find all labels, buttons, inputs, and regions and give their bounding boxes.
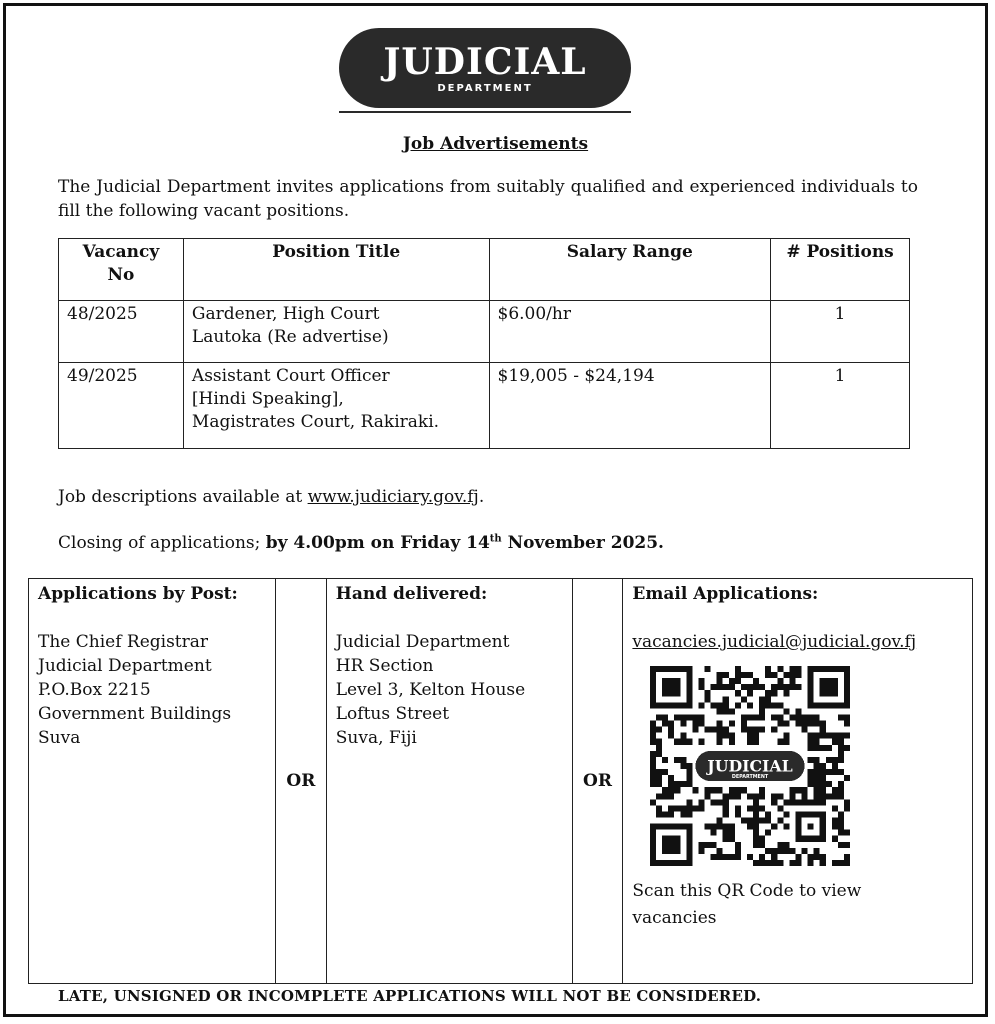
post-address-line: Government Buildings	[38, 704, 232, 724]
vacancy-table-header	[59, 239, 910, 301]
header-positions: # Positions	[771, 239, 910, 301]
title-line: [Hindi Speaking],	[191, 389, 344, 409]
header-vacancy-no: Vacancy No	[59, 239, 184, 301]
position-title-cell	[183, 363, 489, 449]
job-desc-suffix: .	[478, 487, 485, 507]
hand-delivered-cell	[326, 579, 572, 984]
qr-code-icon[interactable]	[650, 666, 850, 866]
post-title: Applications by Post:	[38, 584, 238, 604]
post-address-line: The Chief Registrar	[38, 632, 209, 652]
hand-address-line: Loftus Street	[335, 704, 450, 724]
logo-sub-text: DEPARTMENT	[437, 83, 533, 94]
closing-sup: th	[489, 533, 502, 545]
salary-cell: $6.00/hr	[489, 301, 771, 363]
table-row	[59, 363, 910, 449]
header-position-title: Position Title	[183, 239, 489, 301]
logo-underline	[339, 111, 631, 113]
page-heading: Job Advertisements	[402, 134, 589, 154]
logo-main-text: JUDICIAL	[383, 41, 587, 83]
email-applications-cell	[623, 579, 973, 984]
hand-address-line: Judicial Department	[335, 632, 510, 652]
email-title: Email Applications:	[632, 584, 819, 604]
table-row	[59, 301, 910, 363]
email-address-link[interactable]: vacancies.judicial@judicial.gov.fj	[632, 632, 917, 652]
or-separator: OR	[275, 579, 326, 984]
qr-logo-sub	[732, 774, 769, 780]
page-border	[3, 3, 988, 1017]
closing-date-line	[58, 533, 664, 553]
job-descriptions-line	[58, 487, 484, 507]
judiciary-website-link[interactable]: www.judiciary.gov.fj	[307, 487, 479, 507]
header-salary-range: Salary Range	[489, 239, 771, 301]
title-line: Lautoka (Re advertise)	[191, 327, 389, 347]
hand-title: Hand delivered:	[335, 584, 488, 604]
title-line: Gardener, High Court	[191, 304, 380, 324]
or-separator: OR	[572, 579, 623, 984]
post-address-line: Judicial Department	[38, 656, 212, 676]
intro-paragraph: The Judicial Department invites applications from suitably qualified and experienced individuals to fill the following vacant positions.	[58, 177, 918, 221]
closing-bold-b: November 2025.	[501, 533, 664, 553]
application-methods-table	[28, 578, 973, 984]
salary-cell: $19,005 - $24,194	[489, 363, 771, 449]
hand-address-line: Suva, Fiji	[335, 728, 417, 748]
qr-caption: Scan this QR Code to view vacancies	[632, 881, 862, 928]
positions-cell: 1	[771, 363, 910, 449]
judicial-logo	[339, 28, 631, 110]
post-address-line: P.O.Box 2215	[38, 680, 151, 700]
qr-logo-main: JUDICIAL	[707, 756, 794, 776]
vacancy-table	[58, 238, 910, 449]
post-address-line: Suva	[38, 728, 81, 748]
closing-deadline	[266, 533, 664, 553]
footer-notice: LATE, UNSIGNED OR INCOMPLETE APPLICATIONS WILL NOT BE CONSIDERED.	[58, 987, 762, 1005]
title-line: Assistant Court Officer	[191, 366, 390, 386]
hand-address-line: HR Section	[335, 656, 434, 676]
closing-bold-a: by 4.00pm on Friday 14	[265, 533, 490, 553]
positions-cell: 1	[771, 301, 910, 363]
job-desc-prefix: Job descriptions available at	[58, 487, 308, 507]
vacancy-no-cell: 48/2025	[59, 301, 184, 363]
hand-address-line: Level 3, Kelton House	[335, 680, 526, 700]
post-applications-cell	[29, 579, 276, 984]
title-line: Magistrates Court, Rakiraki.	[191, 412, 440, 432]
vacancy-no-cell: 49/2025	[59, 363, 184, 449]
closing-prefix: Closing of applications;	[58, 533, 266, 553]
position-title-cell	[183, 301, 489, 363]
